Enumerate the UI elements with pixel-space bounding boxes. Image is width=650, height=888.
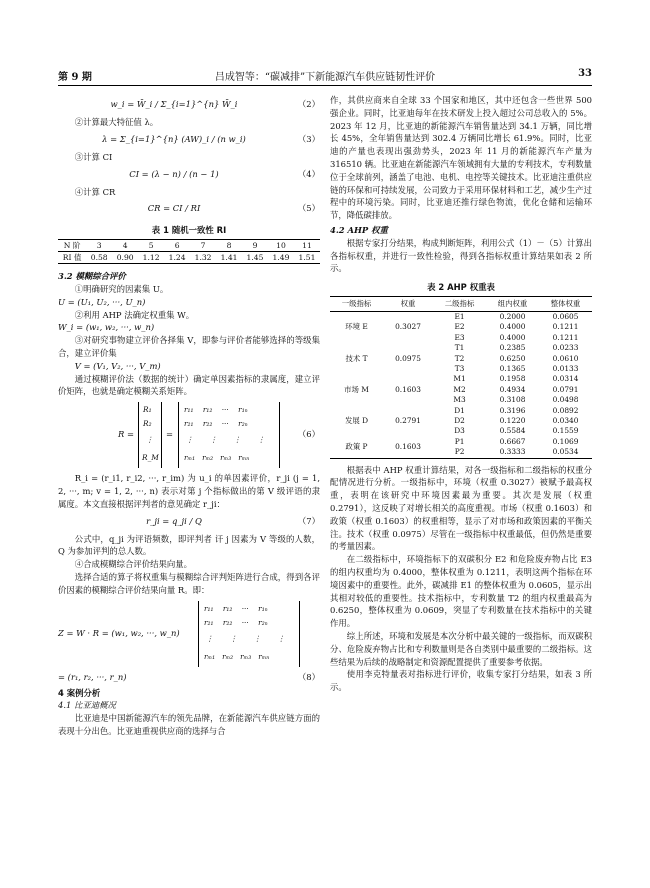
table2-cell: T2 (454, 353, 465, 363)
table2-cell: M1 (453, 374, 466, 384)
table2-primary-index: 市场 M (344, 384, 369, 394)
equation-8-result: = (r₁, r₂, ···, r_n) （8） (58, 671, 320, 682)
table2-cell: 0.2385 (499, 343, 526, 353)
running-title: 吕成智等：“碳减排”下新能源汽车供应链韧性评价 (214, 72, 436, 83)
table2-primary-index: 政策 P (345, 442, 368, 452)
table1-caption: 表 1 随机一致性 RI (151, 225, 227, 236)
table2-row (330, 374, 592, 384)
table1-ri-cell: 0.90 (116, 253, 134, 263)
table2-cell: 0.0534 (552, 447, 579, 457)
summary-para: 综上所述，环境和发展是本次分析中最关键的一级指标，而双碳积分、危险废弃物占比和专利数量则是各自类别中最重要的二级指标。这些结果为后续的战略制定和资源配置提供了重要参考依据。 (330, 631, 592, 667)
secondary-index-para: 在二级指标中，环境指标下的双碳积分 E2 和危险废弃物占比 E3 的组内权重均为 0.4000，整体权重为 0.1211，表明这两个指标在环境因素中的重要性。此外，碳减排 E1 的整体权重为 0.0605，显示出其相对较低的重要性。技术指标中，专利数量 T2 的组内权重最高为 0.6250，整体权重为 0.0609，突显了专利数量在技术指标中的关键作用。 (330, 554, 592, 629)
table1-n-label: N 阶 (58, 240, 86, 252)
table2-primary-weight: 0.2791 (395, 416, 421, 426)
table2-cell: T1 (454, 343, 465, 353)
section-4-heading: 4 案例分析 (58, 687, 101, 698)
table2-cell: P2 (454, 447, 465, 457)
table1-ri-cell: 1.32 (194, 253, 212, 263)
table2-cell: 0.4000 (499, 322, 526, 332)
table2-row (330, 311, 592, 322)
table2-cell: E3 (454, 332, 465, 342)
evaluation-set-eq: V = (V₁, V₂, ···, V_m) (74, 360, 161, 371)
table1-ri-cell: 1.49 (272, 253, 290, 263)
factor-set-eq: U = (U₁, U₂, ···, U_n) (58, 296, 146, 307)
table1-ri-cell: 1.12 (142, 253, 160, 263)
table2-primary-weight: 0.3027 (395, 322, 421, 332)
table2-header: 一级指标 (330, 296, 383, 311)
equation-3: λ = Σ_{i=1}^{n} (AW)_i / (n w_i) （3） (102, 133, 320, 144)
left-column (58, 94, 320, 738)
table2-cell: 0.3333 (499, 447, 526, 457)
table2-primary-index: 技术 T (345, 353, 368, 363)
table2-row (330, 343, 592, 353)
table1-n-cell: 4 (112, 240, 138, 252)
table1-ri-cell: 0.58 (90, 253, 108, 263)
table2-cell: 0.1958 (499, 374, 526, 384)
header-rule (58, 85, 592, 86)
table2-cell: 0.1559 (552, 426, 579, 436)
table2-cell: E2 (454, 322, 465, 332)
section-4-1-heading: 4.1 比亚迪概况 (58, 700, 116, 711)
table2-cell: E1 (454, 311, 465, 321)
table2-cell: 0.6667 (499, 436, 526, 446)
step-3: ③计算 CI (74, 151, 113, 162)
table2-header: 权重 (383, 296, 433, 311)
equation-2: w_i = W̄_i / Σ_{i=1}^{n} W̄_i （2） (110, 99, 320, 109)
table2-cell: T3 (454, 363, 465, 373)
table2-cell: M2 (453, 384, 466, 394)
table2 (330, 296, 592, 459)
table2-header: 二级指标 (433, 296, 486, 311)
table1-n-cell: 7 (190, 240, 216, 252)
table1-n-cell: 8 (216, 240, 242, 252)
table2-cell: D1 (454, 405, 465, 415)
table1-n-cell: 11 (294, 240, 320, 252)
single-factor-text: R_i = (r_i1, r_i2, ···, r_im) 为 u_i 的单因素评价，r_ji (j = 1, 2, ···, m; v = 1, 2, ···, n) 表示对第 j 个指标做出的第 V 级评语的隶属度。本文直接根据评判者的意见确定 r_ji： (58, 473, 320, 509)
table2-row (330, 406, 592, 416)
ahp-intro-para: 根据专家打分结果，构成判断矩阵，利用公式（1）－（5）计算出各指标权重，并进行一致性检验，得到各指标权重计算结果如表 2 所示。 (330, 237, 592, 274)
table2-cell: 0.3196 (499, 405, 526, 415)
table2-cell: 0.1211 (552, 332, 579, 342)
table2-primary-weight: 0.1603 (395, 442, 421, 452)
table2-primary-weight: 0.0975 (395, 353, 421, 363)
byd-overview-para: 比亚迪是中国新能源汽车的领先品牌，在新能源汽车供应链方面的表现十分出色。比亚迪重视供应商的选择与合 (58, 713, 320, 736)
table1-n-cell: 3 (86, 240, 112, 252)
ahp-analysis-para: 根据表中 AHP 权重计算结果，对各一级指标和二级指标的权重分配情况进行分析。一级指标中，环境（权重 0.3027）被赋予最高权重，表明在该研究中环境因素最为重要。其次是发展（权重 0.2791），这反映了对增长相关的高度重视。市场（权重 0.1603）和政策（权重 0.1603）的权重相等，显示了对市场和政策因素的平衡关注。技术（权重 0.0975）尽管在一级指标中权重最低，但仍然是重要的考量因素。 (330, 464, 592, 552)
weight-set-eq: W_i = (w₁, w₂, ···, w_n) (58, 322, 155, 333)
fuzzy-step-3: ③对研究事物建立评价各择集 V，即参与评价者能够选择的等级集合，建立评价集 (58, 335, 320, 358)
table1-ri-label: RI 值 (62, 253, 82, 263)
fuzzy-step-4b: 选择合适的算子将权重集与模糊综合评判矩阵进行合成，得到各评价因素的模糊综合评价结果向量 R。即： (58, 571, 320, 595)
fuzzy-step-4: ④合成模糊综合评价结果向量。 (74, 559, 193, 570)
table2-cell: 0.0610 (552, 353, 579, 363)
table2-cell: 0.4934 (499, 384, 526, 394)
equation-8-matrix: Z = W · R = (w₁, w₂, ···, w_n) r₁₁ r₁₂ ··· r₁ₙ r₂₁ r₂₂ ··· r₂ₙ ⋮ ⋮ ⋮ ⋮ rₘ₁ rₘ₂ rₘ₃ rₘₙ (58, 597, 320, 671)
table2-cell: 0.0233 (552, 343, 579, 353)
table2-cell: 0.1069 (552, 436, 579, 446)
table2-primary-index: 发展 D (344, 416, 369, 426)
table2-header: 组内权重 (486, 296, 539, 311)
page-number: 33 (578, 68, 592, 79)
table2-cell: 0.0498 (552, 395, 579, 405)
table1-n-cell: 9 (242, 240, 268, 252)
step-4: ④计算 CR (74, 186, 116, 197)
issue-number: 第 9 期 (58, 72, 92, 83)
section-3-2-heading: 3.2 模糊综合评价 (58, 271, 126, 282)
table2-cell: 0.2000 (499, 311, 526, 321)
table1-n-cell: 6 (164, 240, 190, 252)
table1-ri-cell: 1.41 (220, 253, 238, 263)
table2-header: 整体权重 (539, 296, 592, 311)
table2-caption: 表 2 AHP 权重表 (427, 282, 495, 293)
table2-primary-index: 环境 E (345, 322, 368, 332)
table2-cell: 0.1220 (499, 416, 526, 426)
table1-n-cell: 5 (138, 240, 164, 252)
table2-cell: 0.0892 (552, 405, 579, 415)
table2-cell: P1 (454, 436, 465, 446)
byd-para-cont: 作，其供应商来自全球 33 个国家和地区，其中还包含一些世界 500 强企业。同时，比亚迪每年在技术研发上投入超过公司总收入的 5%。2023 年 12 月，比亚迪的新能源汽车销售量达到 34.1 万辆，同比增长 45%，全年销售量达到 302.4 万辆同比增长 61.9%。同时，比亚迪的产量也表现出强劲势头，2023 年 11 月的新能源汽车产量为 316510 辆。比亚迪在新能源汽车领域拥有大量的专利技术，专利数量位于全球前列，涵盖了电池、电机、电控等关键技术。比亚迪注重供应链的环保和可持续发展，公司致力于采用环保材料和工艺，减少生产过程中的环境污染。同时，比亚迪还推行绿色物流，优化仓储和运输环节，降低碳排放。 (330, 95, 592, 221)
running-header (58, 68, 592, 82)
equation-4: CI = (λ − n) / (n − 1) （4） (129, 168, 320, 179)
table2-cell: 0.0340 (552, 416, 579, 426)
fuzzy-step-2: ②利用 AHP 法确定权重集 W。 (74, 309, 195, 320)
table2-cell: 0.0605 (552, 311, 579, 321)
fuzzy-step-1: ①明确研究的因素集 U。 (74, 283, 169, 294)
table1-ri-cell: 1.24 (168, 253, 186, 263)
table2-cell: D2 (454, 416, 465, 426)
frequency-text: 公式中，q_ji 为评语频数，即评判者 讦 j 因素为 V 等级的人数，Q 为参加评判的总人数。 (58, 533, 320, 557)
section-4-2-heading: 4.2 AHP 权重 (330, 224, 388, 235)
equation-7: r_ji = q_ji / Q （7） (146, 515, 320, 526)
table2-cell: 0.0133 (552, 363, 579, 373)
table2-cell: 0.1365 (499, 363, 526, 373)
table2-cell: M3 (453, 395, 466, 405)
table2-primary-weight: 0.1603 (395, 384, 421, 394)
step-2: ②计算最大特征值 λ。 (74, 117, 159, 127)
table2-cell: 0.6250 (499, 353, 526, 363)
table1-ri-cell: 1.51 (298, 253, 316, 263)
table2-row (330, 437, 592, 447)
right-column (330, 94, 592, 694)
equation-5: CR = CI / RI （5） (147, 203, 320, 214)
table1-n-cell: 10 (268, 240, 294, 252)
table1-ri-cell: 1.45 (246, 253, 264, 263)
likert-para: 使用李克特量表对指标进行评价，收集专家打分结果，如表 3 所示。 (330, 669, 592, 693)
table1 (58, 239, 320, 264)
equation-6-matrix: R = R₁ R₂ ⋮ R_M = r₁₁ r₁₂ ··· r₁ₙ r₂₁ r₂₂ ··· r₂ₙ ⋮ ⋮ ⋮ ⋮ rₘ₁ rₘ₂ rₘ₃ rₘₙ （6） (58, 398, 320, 472)
table2-cell: 0.3108 (499, 395, 526, 405)
table2-cell: 0.0314 (552, 374, 579, 384)
table2-cell: 0.5584 (499, 426, 526, 436)
table2-cell: 0.0791 (552, 384, 579, 394)
table2-cell: D3 (454, 426, 465, 436)
table2-cell: 0.1211 (552, 322, 579, 332)
fuzzy-step-3b: 通过模糊评价法（数据的统计）确定单因素指标的隶属度，建立评价矩阵，也就是确定模糊关系矩阵。 (58, 373, 320, 397)
table2-cell: 0.4000 (499, 332, 526, 342)
